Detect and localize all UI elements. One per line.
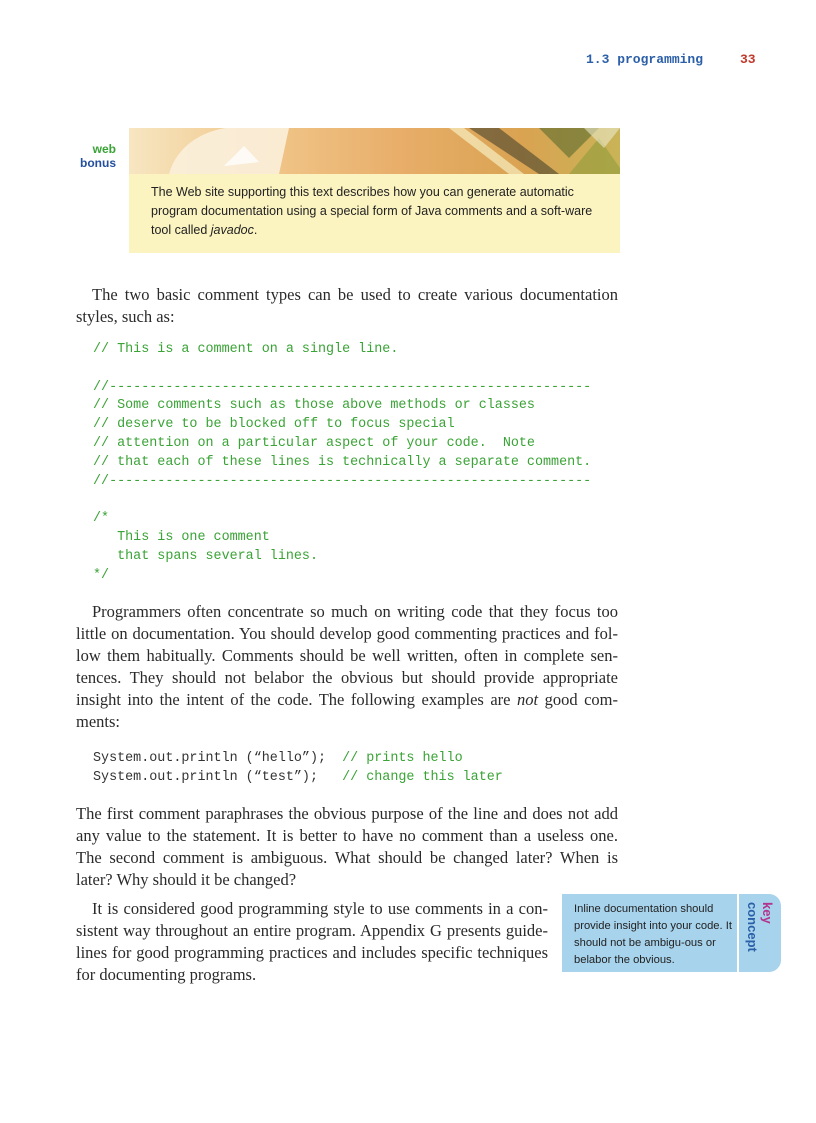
key-concept-tab bbox=[737, 894, 781, 972]
web-bonus-content bbox=[129, 174, 620, 253]
paragraph-4: It is considered good programming style to use comments in a con-sistent way throughout an entire program. Appendix G presents guide-lines for good programming practices and includes specific techniques for documenting programs. bbox=[76, 899, 548, 984]
key-concept-label: key concept bbox=[745, 902, 775, 952]
web-bonus-text: The Web site supporting this text describes how you can generate automatic program documentation using a special form of Java comments and a soft-ware tool called javadoc. bbox=[151, 185, 593, 237]
web-bonus-label: web bonus bbox=[80, 142, 116, 170]
code-block-comments: // This is a comment on a single line. //------------------------------------------------------------ // Some comments such as those above methods or classes // deserve to be blocked off to focus special // attention on a particular aspect of your code. Note // that each of these lines is technically a separate comment. //------------------------------------------------------------ /* This is one comment that spans several lines. */ bbox=[93, 342, 592, 583]
paragraph-3: The first comment paraphrases the obvious purpose of the line and does not add any value to the statement. It is better to have no comment than a useless one. The second comment is ambiguous. What should be changed later? When is later? Why should it be changed? bbox=[76, 804, 618, 889]
code-block-examples: System.out.println (“hello”); // prints hello System.out.println (“test”); // change this later bbox=[93, 751, 503, 785]
page-number: 33 bbox=[740, 52, 756, 67]
web-bonus-decorative-banner bbox=[129, 128, 620, 174]
key-concept-text: Inline documentation should provide insight into your code. It should not be ambigu-ous or belabor the obvious. bbox=[574, 903, 732, 966]
paragraph-2: Programmers often concentrate so much on writing code that they focus too little on documentation. You should develop good commenting practices and fol-low them habitually. Comments should be well written, often in complete sen-tences. They should not belabor the obvious but should provide appropriate insight into the intent of the code. The following examples are not good com-ments: bbox=[76, 602, 618, 731]
web-bonus-box bbox=[74, 128, 620, 253]
key-concept-box bbox=[562, 894, 737, 972]
paragraph-1: The two basic comment types can be used to create various documentation styles, such as: bbox=[76, 285, 618, 326]
running-head: 1.3 programming bbox=[586, 52, 704, 67]
decorative-graphic bbox=[129, 128, 620, 174]
